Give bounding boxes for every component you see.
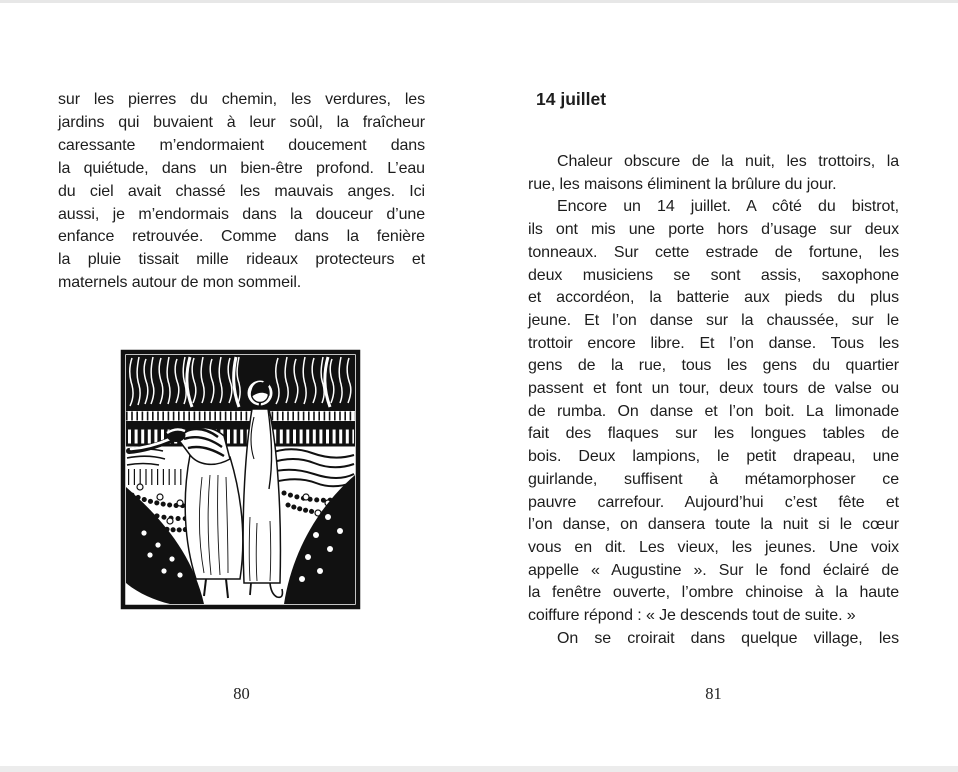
text-line: passent et font un tour, deux tours de valse ou	[528, 380, 899, 398]
text-line: et accordéon, la batterie aux pieds du plus	[528, 289, 899, 307]
chapter-heading: 14 juillet	[536, 89, 607, 109]
text-line: vous en dit. Les vieux, les jeunes. Une voix	[528, 538, 899, 556]
text-line: jeune. Et l’on danse sur la chaussée, sur le	[528, 311, 899, 329]
text-line: l’on danse, on dansera toute la nuit si le cœur	[528, 516, 899, 534]
text-line: aussi, je m’endormais dans la douceur d’une	[58, 205, 425, 223]
text-line: la fenêtre ouverte, l’ombre chinoise à la haute	[528, 584, 899, 602]
text-line: coiffure répond : « Je descends tout de suite. »	[528, 607, 856, 625]
text-line: pauvre carrefour. Aujourd’hui c’est fête et	[528, 493, 899, 511]
text-line: tonneaux. Sur cette estrade de fortune, les	[528, 243, 899, 261]
text-line: rue, les maisons éliminent la brûlure du jour.	[528, 175, 837, 193]
text-line: trottoir encore libre. Et l’on danse. Tous les	[528, 334, 899, 352]
text-line: enfance retrouvée. Comme dans la fenière	[58, 228, 425, 246]
text-line: gens de la rue, tous les gens du quartier	[528, 357, 899, 375]
page-number-left: 80	[233, 684, 250, 703]
left-page-text	[58, 89, 425, 295]
text-line: guirlande, suffisent à métamorphoser ce	[528, 470, 899, 488]
text-line: deux musiciens se sont assis, saxophone	[528, 266, 899, 284]
text-line: du ciel avait chassé les mauvais anges. Ici	[58, 182, 425, 200]
text-line: On se croirait dans quelque village, les	[557, 629, 899, 647]
text-line: maternels autour de mon sommeil.	[58, 274, 302, 292]
screen-edge-top	[0, 0, 958, 3]
text-line: Chaleur obscure de la nuit, les trottoirs, la	[557, 153, 899, 170]
page-number-right: 81	[705, 684, 722, 703]
text-line: jardins qui buvaient à leur soûl, la fraîcheur	[58, 113, 425, 131]
text-line: de rumba. On danse et l’on boit. La limonade	[528, 402, 899, 420]
text-line: bois. Deux lampions, le petit drapeau, une	[528, 448, 899, 466]
text-line: la pluie tissait mille rideaux protecteurs et	[58, 251, 425, 269]
woodcut-illustration	[118, 347, 363, 612]
text-line: ils ont mis une porte hors d’usage sur deux	[528, 221, 899, 239]
text-line: sur les pierres du chemin, les verdures, les	[58, 91, 425, 108]
right-page-text	[528, 151, 899, 650]
text-line: caressante m’endormaient doucement dans	[58, 136, 425, 154]
screen-edge-bottom	[0, 766, 958, 772]
text-line: fait des flaques sur les longues tables de	[528, 425, 899, 443]
text-line: la quiétude, dans un bien-être profond. L’eau	[58, 159, 425, 177]
text-line: Encore un 14 juillet. A côté du bistrot,	[557, 198, 899, 216]
text-line: appelle « Augustine ». Sur le fond éclairé de	[528, 561, 899, 579]
